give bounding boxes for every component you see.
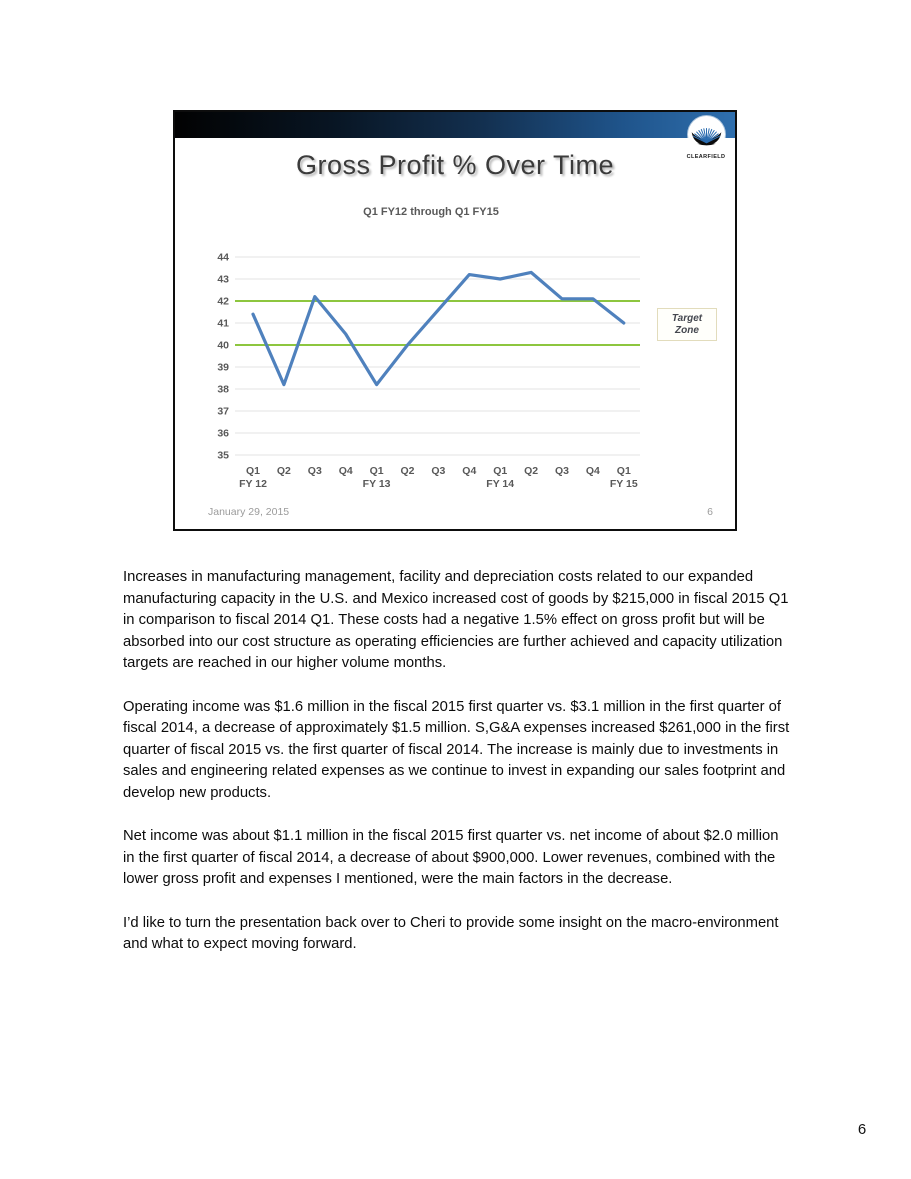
- svg-text:Q3: Q3: [431, 465, 446, 477]
- svg-text:Q1: Q1: [493, 465, 508, 477]
- gross-profit-line-chart: [201, 245, 661, 501]
- gridlines: [235, 257, 640, 455]
- svg-text:Q2: Q2: [524, 465, 539, 477]
- svg-text:36: 36: [217, 427, 229, 440]
- x-axis-tick-labels: [239, 465, 638, 490]
- svg-text:42: 42: [217, 295, 229, 308]
- clearfield-logo-label: CLEARFIELD: [686, 154, 726, 160]
- paragraph-operating-income: Operating income was $1.6 million in the fiscal 2015 first quarter vs. $3.1 million in the first quarter of fiscal 2014, a decrease of approximately $1.5 million. S,G&A expenses increased $261,000 in the first quarter of fiscal 2015 vs. the first quarter of fiscal 2014. The increase is mainly due to investments in sales and engineering related expenses as we continue to invest in expanding our sales footprint and develop new products.: [123, 698, 790, 801]
- paragraph-handoff: I’d like to turn the presentation back over to Cheri to provide some insight on the macro-environment and what to expect moving forward.: [123, 914, 779, 953]
- slide-footer-date: January 29, 2015: [208, 506, 290, 518]
- slide-footer-number: 6: [707, 506, 713, 518]
- target-zone-line2: Zone: [675, 324, 699, 336]
- paragraph-cost-increases: Increases in manufacturing management, facility and depreciation costs related to our expanded manufacturing capacity in the U.S. and Mexico increased cost of goods by $215,000 in fiscal 2015 Q1 in comparison to fiscal 2014 Q1. These costs had a negative 1.5% effect on gross profit but will be absorbed into our cost structure as operating efficiencies are further achieved and capacity utilization targets are reached in our higher volume months.: [123, 569, 789, 672]
- chart-subtitle: Q1 FY12 through Q1 FY15: [363, 206, 499, 218]
- svg-text:Q2: Q2: [400, 465, 415, 477]
- svg-text:Q1: Q1: [245, 465, 261, 477]
- series-line: [253, 272, 624, 384]
- paragraph-net-income: Net income was about $1.1 million in the fiscal 2015 first quarter vs. net income of about $2.0 million in the first quarter of fiscal 2014, a decrease of about $900,000. Lower revenues, combined with the lower gross profit and expenses I mentioned, were the main factors in the decrease.: [123, 828, 779, 888]
- svg-text:Q3: Q3: [307, 465, 322, 477]
- target-zone-label: [657, 308, 717, 341]
- svg-text:FY 13: FY 13: [362, 478, 391, 490]
- page-number: 6: [857, 1121, 867, 1138]
- svg-text:FY 15: FY 15: [609, 478, 638, 490]
- svg-text:44: 44: [217, 251, 229, 264]
- target-zone-line1: Target: [671, 312, 703, 324]
- slide-header-bar: [175, 112, 735, 138]
- clearfield-fan-icon: [688, 116, 725, 153]
- svg-text:Q2: Q2: [276, 465, 291, 477]
- svg-text:FY 12: FY 12: [239, 478, 267, 490]
- svg-text:35: 35: [217, 449, 229, 462]
- svg-text:40: 40: [217, 339, 229, 352]
- slide-title: Gross Profit % Over Time: [295, 150, 615, 180]
- clearfield-logo: [682, 116, 730, 160]
- svg-text:37: 37: [217, 405, 229, 418]
- svg-text:43: 43: [217, 273, 229, 286]
- svg-text:Q1: Q1: [616, 465, 631, 477]
- transcript-body: [123, 567, 791, 977]
- svg-text:FY 14: FY 14: [486, 478, 515, 490]
- slide-image: [173, 110, 737, 531]
- svg-text:Q4: Q4: [338, 465, 353, 477]
- y-axis-tick-labels: [217, 252, 229, 462]
- svg-text:39: 39: [217, 361, 229, 374]
- svg-text:Q3: Q3: [554, 465, 570, 477]
- svg-text:Q4: Q4: [585, 465, 600, 477]
- svg-text:Q4: Q4: [462, 465, 477, 477]
- svg-text:41: 41: [217, 317, 229, 330]
- svg-text:38: 38: [217, 383, 229, 396]
- svg-text:Q1: Q1: [369, 465, 384, 477]
